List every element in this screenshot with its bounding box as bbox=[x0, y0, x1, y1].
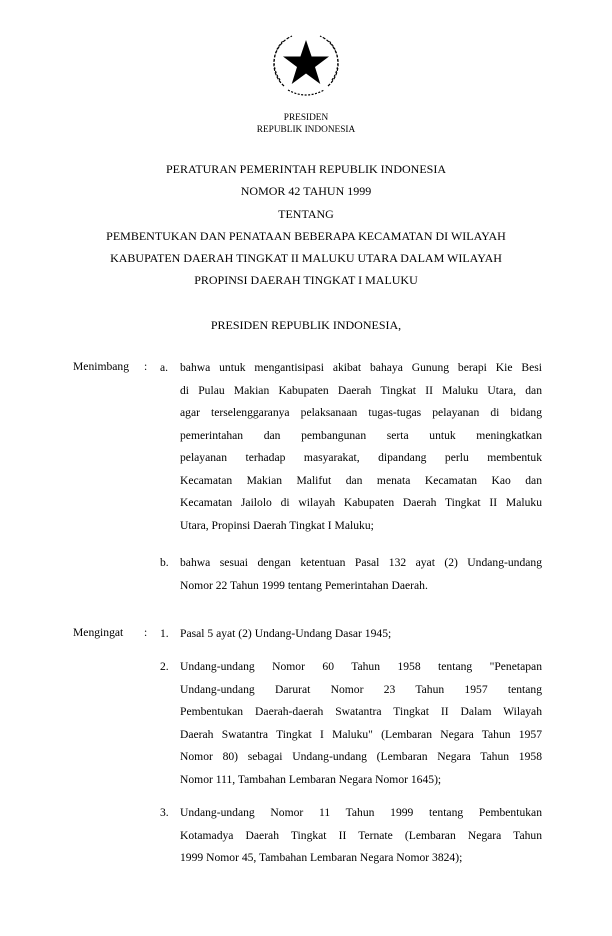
text-line: Undang-undang Nomor 60 Tahun 1958 tentang "Penetapan bbox=[180, 660, 542, 673]
text-line: Undang-undang Nomor 11 Tahun 1999 tentang Pembentukan bbox=[180, 806, 542, 819]
text-line: Pasal 5 ayat (2) Undang-Undang Dasar 1945; bbox=[180, 627, 392, 640]
menimbang-item bbox=[160, 357, 542, 537]
title-line: PROPINSI DAERAH TINGKAT I MALUKU bbox=[194, 273, 418, 288]
text-line: Utara, Propinsi Daerah Tingkat I Maluku; bbox=[180, 518, 374, 532]
garuda-star-wreath-emblem bbox=[270, 28, 342, 100]
text-line: di Pulau Makian Kabupaten Daerah Tingkat II Maluku Utara, dan bbox=[180, 383, 542, 397]
text-line: agar terselenggaranya pelaksanaan tugas-tugas pelayanan di bidang bbox=[180, 406, 542, 419]
text-line: pelayanan terhadap masyarakat, dipandang perlu membentuk bbox=[180, 451, 542, 464]
mengingat-label: Mengingat bbox=[73, 626, 124, 639]
letterhead-president: PRESIDEN bbox=[283, 113, 329, 123]
text-line: Undang-undang Darurat Nomor 23 Tahun 1957 tentang bbox=[180, 682, 542, 696]
item-marker: b. bbox=[160, 556, 169, 569]
mengingat-item bbox=[160, 802, 542, 870]
text-line: 1999 Nomor 45, Tambahan Lembaran Negara Nomor 3824); bbox=[180, 851, 463, 864]
text-line: Kecamatan Makian Malifut dan menata Kecamatan Kao dan bbox=[180, 473, 542, 487]
text-line: pemerintahan dan pembangunan serta untuk meningkatkan bbox=[180, 428, 542, 442]
title-line: PERATURAN PEMERINTAH REPUBLIK INDONESIA bbox=[165, 162, 447, 176]
title-line: TENTANG bbox=[278, 206, 334, 221]
mengingat-item bbox=[160, 623, 542, 646]
item-marker: 2. bbox=[160, 660, 169, 673]
text-line: Nomor 22 Tahun 1999 tentang Pemerintahan Daerah. bbox=[180, 578, 428, 592]
text-line: bahwa untuk mengantisipasi akibat bahaya Gunung berapi Kie Besi bbox=[180, 361, 542, 374]
text-line: Nomor 80) sebagai Undang-undang (Lembaran Negara Tahun 1958 bbox=[180, 750, 542, 763]
text-line: bahwa sesuai dengan ketentuan Pasal 132 ayat (2) Undang-undang bbox=[180, 556, 542, 569]
opening-statement: PRESIDEN REPUBLIK INDONESIA, bbox=[210, 318, 402, 332]
mengingat-colon: : bbox=[144, 626, 148, 639]
text-line: Daerah Swatantra Tingkat I Maluku" (Lembaran Negara Tahun 1957 bbox=[180, 727, 542, 741]
text-line: Kecamatan Jailolo di wilayah Kabupaten Daerah Tingkat II Maluku bbox=[180, 496, 542, 509]
title-line: NOMOR 42 TAHUN 1999 bbox=[240, 184, 372, 199]
regulation-title bbox=[0, 158, 612, 292]
letterhead-republic: REPUBLIK INDONESIA bbox=[256, 125, 356, 135]
title-line: KABUPATEN DAERAH TINGKAT II MALUKU UTARA DALAM WILAYAH bbox=[110, 251, 502, 266]
mengingat-item bbox=[160, 656, 542, 791]
menimbang-colon: : bbox=[144, 360, 148, 373]
item-marker: a. bbox=[160, 361, 169, 374]
text-line: Nomor 111, Tambahan Lembaran Negara Nomor 1645); bbox=[180, 772, 442, 786]
title-line: PEMBENTUKAN DAN PENATAAN BEBERAPA KECAMATAN DI WILAYAH bbox=[106, 228, 506, 243]
item-marker: 3. bbox=[160, 806, 169, 819]
text-line: Kotamadya Daerah Tingkat II Ternate (Lembaran Negara Tahun bbox=[180, 828, 542, 842]
menimbang-label: Menimbang bbox=[73, 360, 130, 373]
item-marker: 1. bbox=[160, 627, 169, 640]
menimbang-item bbox=[160, 552, 542, 597]
text-line: Pembentukan Daerah-daerah Swatantra Tingkat II Dalam Wilayah bbox=[180, 705, 542, 718]
